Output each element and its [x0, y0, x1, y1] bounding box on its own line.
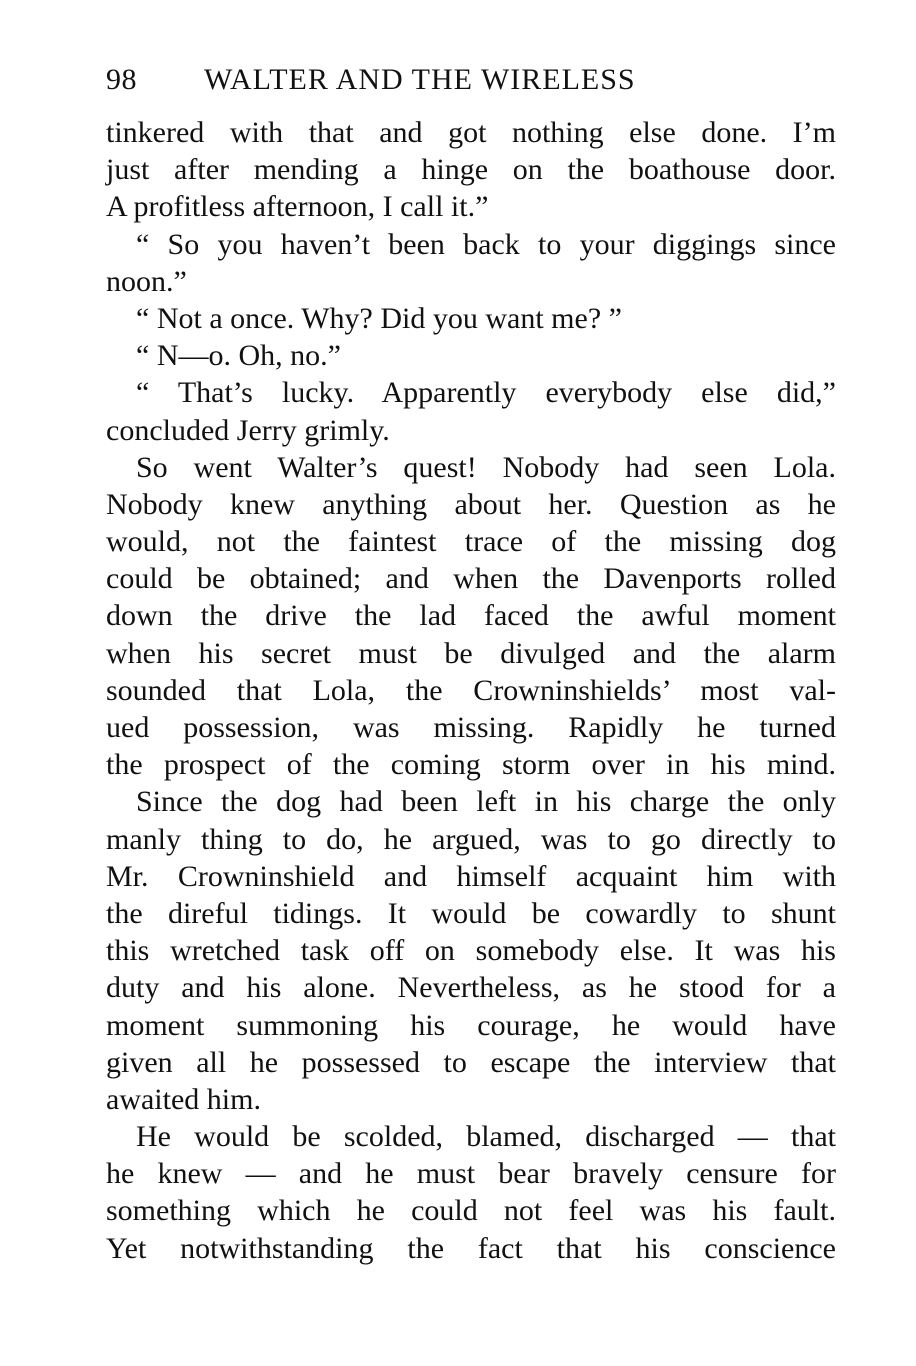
text-line: moment summoning his courage, he would have — [106, 1008, 836, 1042]
text-line: Since the dog had been left in his charge the only — [136, 785, 836, 819]
text-line: So went Walter’s quest! Nobody had seen Lola. — [136, 450, 836, 484]
text-line: something which he could not feel was his fault. — [106, 1194, 836, 1228]
text-line: could be obtained; and when the Davenports rolled — [106, 562, 836, 596]
text-line: would, not the faintest trace of the missing dog — [106, 525, 836, 559]
text-line: Yet notwithstanding the fact that his conscience — [106, 1231, 836, 1265]
text-line: when his secret must be divulged and the alarm — [106, 636, 836, 670]
text-line: given all he possessed to escape the interview that — [106, 1045, 836, 1079]
text-line: sounded that Lola, the Crowninshields’ most val- — [106, 673, 836, 707]
text-line: concluded Jerry grimly. — [106, 413, 390, 447]
text-line: duty and his alone. Nevertheless, as he stood for a — [106, 971, 836, 1005]
page-number: 98 — [106, 63, 137, 96]
text-line: the prospect of the coming storm over in his mind. — [106, 748, 836, 782]
text-line: the direful tidings. It would be cowardly to shunt — [106, 896, 836, 930]
text-line: A profitless afternoon, I call it.” — [106, 190, 489, 224]
text-line: tinkered with that and got nothing else done. I’m — [106, 116, 836, 149]
text-line: awaited him. — [106, 1082, 261, 1116]
text-line: Nobody knew anything about her. Question as he — [106, 487, 836, 521]
page-header — [106, 58, 836, 102]
text-line: Mr. Crowninshield and himself acquaint him with — [106, 859, 836, 893]
text-line: manly thing to do, he argued, was to go directly to — [106, 822, 836, 856]
text-line: ued possession, was missing. Rapidly he turned — [106, 711, 836, 744]
text-line: He would be scolded, blamed, discharged — that — [136, 1120, 836, 1154]
text-line: noon.” — [106, 264, 187, 298]
text-line: “ So you haven’t been back to your diggings since — [136, 227, 836, 261]
text-line: he knew — and he must bear bravely censure for — [106, 1157, 836, 1191]
text-line: just after mending a hinge on the boathouse door. — [106, 153, 836, 187]
running-title: WALTER AND THE WIRELESS — [204, 63, 636, 96]
text-line: “ That’s lucky. Apparently everybody else did,” — [136, 376, 836, 410]
text-line: “ Not a once. Why? Did you want me? ” — [136, 301, 622, 335]
text-line: this wretched task off on somebody else. It was his — [106, 934, 836, 968]
text-line: down the drive the lad faced the awful moment — [106, 599, 836, 633]
body-text — [106, 114, 836, 1267]
text-line: “ N—o. Oh, no.” — [136, 339, 341, 373]
